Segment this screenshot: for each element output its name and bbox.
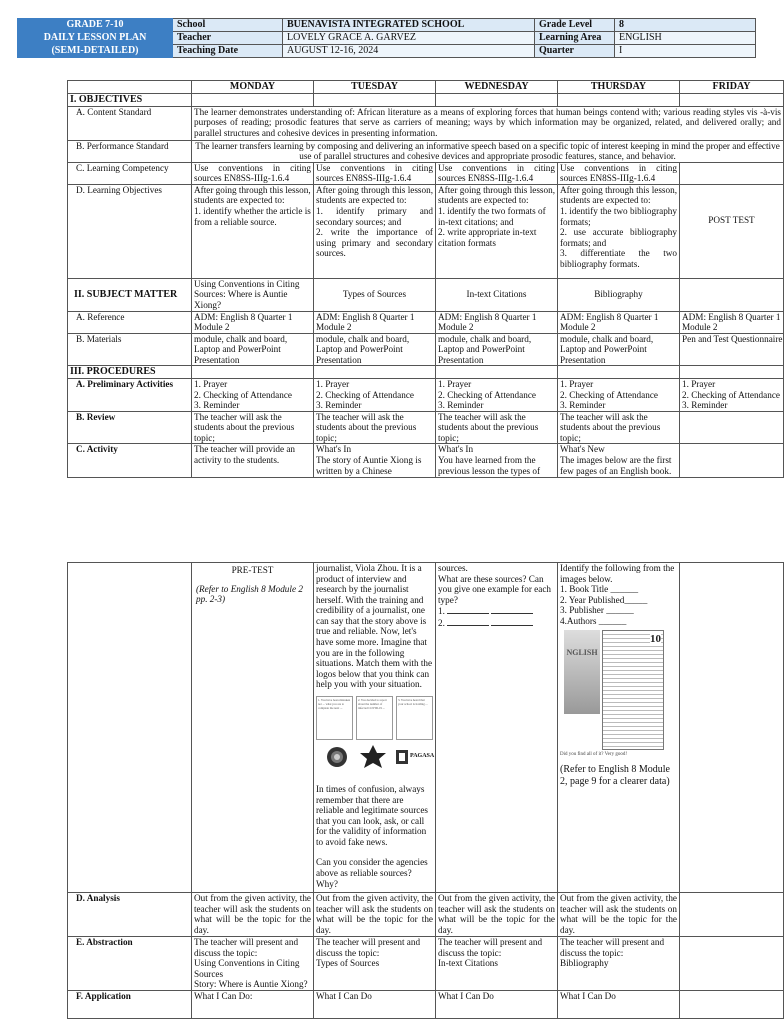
analysis-monday: Out from the given activity, the teacher will ask the students on what will be the topic for the day.: [192, 893, 314, 937]
teacher-label: Teacher: [173, 32, 283, 45]
abstraction-intro: The teacher will present and discuss the topic:: [194, 937, 299, 958]
competency-wednesday: Use conventions in citing sources EN8SS-IIIg-1.6.4: [436, 162, 558, 184]
materials-label: B. Materials: [68, 333, 192, 366]
abstraction-wednesday: [436, 937, 558, 991]
materials-thursday: module, chalk and board, Laptop and PowerPoint Presentation: [558, 333, 680, 366]
learning-objectives-label: D. Learning Objectives: [68, 184, 192, 278]
grade-label: GRADE 7-10: [18, 19, 173, 32]
days-header-row: [68, 81, 784, 94]
activity-text: journalist, Viola Zhou. It is a product of interview and research by the journalist herself. With the training and credibility of a journalist, one can say that the story above is true and reliable. Now, let's have some more. Imagine that you are in the following situations. Match them with the logos below that you think can help you with your situation.: [316, 563, 433, 690]
abstraction-label: E. Abstraction: [68, 937, 192, 991]
abstraction-tuesday: [314, 937, 436, 991]
prelim-thursday: [558, 378, 680, 411]
review-wednesday: The teacher will ask the students about the previous topic;: [436, 411, 558, 444]
day-tuesday: TUESDAY: [314, 81, 436, 94]
preliminary-activities-label: A. Preliminary Activities: [68, 378, 192, 411]
activity-tuesday-cont: [314, 563, 436, 893]
abstraction-intro: The teacher will present and discuss the topic:: [560, 937, 665, 958]
quarter-value: I: [615, 45, 756, 58]
competency-friday: [680, 162, 784, 184]
seal-logo-icon: [324, 744, 350, 770]
situation-box: 1. You have been mistaken not ... what you are to complete the next ...: [316, 696, 353, 740]
book-cover-text: NGLISH: [566, 648, 598, 658]
pre-test-reference: (Refer to English 8 Module 2 pp. 2-3): [196, 583, 303, 605]
analysis-label: D. Analysis: [68, 893, 192, 937]
answer-number: 2.: [438, 617, 445, 628]
abstraction-intro: The teacher will present and discuss the topic:: [316, 937, 421, 958]
materials-tuesday: module, chalk and board, Laptop and PowerPoint Presentation: [314, 333, 436, 366]
content-standard-text: The learner demonstrates understanding of: African literature as a means of exploring forces that human beings contend with; various reading styles vis -à-vis purposes of reading; prosodic features that serve as carriers of meaning; ways by which information may be organized, related, and delivered orally; and parallel structures and cohesive devices in presenting information.: [192, 106, 784, 140]
activity-text: Identify the following from the images below.: [560, 563, 675, 584]
objective-item: 3. differentiate the two bibliography formats.: [560, 248, 677, 269]
activity-label: C. Activity: [68, 444, 192, 478]
situation-box: 2. You decided to report about the number of infected COVID-19 ...: [356, 696, 393, 740]
answer-line: [438, 617, 555, 629]
activity-monday-cont: [192, 563, 314, 893]
activity-text: In times of confusion, always remember that there are reliable and legitimate sources that you can look, ask, or call for the validity of information to avoid fake news.: [316, 783, 428, 847]
review-label: B. Review: [68, 411, 192, 444]
topic-tuesday: Types of Sources: [314, 278, 436, 311]
reminder-item: 3. Reminder: [560, 400, 606, 411]
activity-monday: The teacher will provide an activity to the students.: [192, 444, 314, 478]
objectives-intro: After going through this lesson, students are expected to:: [560, 184, 677, 206]
image-caption: Did you find all of it? Very good!: [560, 752, 627, 758]
reminder-item: 3. Reminder: [438, 400, 484, 411]
prayer-item: 1. Prayer: [438, 378, 472, 389]
reminder-item: 3. Reminder: [682, 400, 728, 411]
objectives-friday: POST TEST: [680, 184, 784, 278]
activity-tuesday: [314, 444, 436, 478]
attendance-item: 2. Checking of Attendance: [560, 389, 658, 400]
prelim-monday: [192, 378, 314, 411]
lesson-plan-continued-table: [67, 562, 784, 1019]
objective-item: 1. identify primary and secondary sources; and: [316, 205, 433, 227]
quarter-label: Quarter: [535, 45, 615, 58]
school-label: School: [173, 19, 283, 32]
review-monday: The teacher will ask the students about the previous topic;: [192, 411, 314, 444]
materials-wednesday: module, chalk and board, Laptop and PowerPoint Presentation: [436, 333, 558, 366]
abstraction-thursday: [558, 937, 680, 991]
abstraction-topic: Types of Sources: [316, 958, 380, 969]
identify-item: 4.Authors ______: [560, 615, 627, 626]
day-thursday: THURSDAY: [558, 81, 680, 94]
prayer-item: 1. Prayer: [316, 378, 350, 389]
learning-area-value: ENGLISH: [615, 32, 756, 45]
objectives-intro: After going through this lesson, students are expected to:: [194, 184, 311, 206]
identify-item: 1. Book Title ______: [560, 584, 639, 595]
activity-question: Can you consider the agencies above as reliable sources? Why?: [316, 857, 428, 889]
objective-item: 2. use accurate bibliography formats; and: [560, 227, 677, 248]
attendance-item: 2. Checking of Attendance: [316, 389, 414, 400]
objectives-monday: [192, 184, 314, 278]
reminder-item: 3. Reminder: [316, 400, 362, 411]
application-label: F. Application: [68, 990, 192, 1018]
prelim-friday: [680, 378, 784, 411]
teaching-date-label: Teaching Date: [173, 45, 283, 58]
book-cover-image: [564, 630, 600, 714]
star-logo-icon: [356, 744, 390, 770]
grade-level-label: Grade Level: [535, 19, 615, 32]
situation-boxes: [316, 696, 433, 740]
teacher-value: LOVELY GRACE A. GARVEZ: [283, 32, 535, 45]
book-reference: (Refer to English 8 Module 2, page 9 for a clearer data): [560, 764, 670, 788]
analysis-thursday: Out from the given activity, the teacher will ask the students on what will be the topic for the day.: [558, 893, 680, 937]
application-wednesday: What I Can Do: [436, 990, 558, 1018]
header-table: [17, 18, 756, 58]
semi-detailed-label: (SEMI-DETAILED): [18, 45, 173, 58]
activity-thursday-cont: [558, 563, 680, 893]
objective-item: 1. identify the two formats of in-text citations; and: [438, 205, 546, 227]
grade-level-value: 8: [615, 19, 756, 32]
activity-thursday: [558, 444, 680, 478]
objective-item: 1. identify the two bibliography formats;: [560, 205, 677, 227]
identify-item: 3. Publisher ______: [560, 605, 634, 616]
book-page-image: [602, 630, 664, 750]
objectives-intro: After going through this lesson, students are expected to:: [438, 184, 555, 206]
prelim-wednesday: [436, 378, 558, 411]
activity-text: sources.: [438, 563, 468, 573]
answer-number: 1.: [438, 606, 445, 617]
objectives-thursday: [558, 184, 680, 278]
review-thursday: The teacher will ask the students about the previous topic;: [558, 411, 680, 444]
activity-text: The images below are the first few pages of an English book.: [560, 454, 672, 476]
procedures-heading: III. PROCEDURES: [68, 366, 192, 379]
objectives-heading: I. OBJECTIVES: [68, 94, 192, 107]
reference-label: A. Reference: [68, 311, 192, 333]
pagasa-logo-icon: [396, 750, 408, 764]
pagasa-logo-text: PAGASA: [410, 753, 435, 760]
book-images: [564, 630, 677, 750]
objectives-tuesday: [314, 184, 436, 278]
abstraction-story: Story: Where is Auntie Xiong?: [194, 979, 308, 990]
abstraction-topic: Bibliography: [560, 958, 609, 969]
materials-friday: Pen and Test Questionnaire: [680, 333, 784, 366]
application-tuesday: What I Can Do: [314, 990, 436, 1018]
learning-competency-label: C. Learning Competency: [68, 162, 192, 184]
activity-text: You have learned from the previous lesson the types of: [438, 454, 541, 476]
prayer-item: 1. Prayer: [560, 378, 594, 389]
analysis-tuesday: Out from the given activity, the teacher will ask the students on what will be the topic for the day.: [314, 893, 436, 937]
abstraction-topic: Using Conventions in Citing Sources: [194, 958, 300, 979]
abstraction-topic: In-text Citations: [438, 958, 498, 969]
learning-area-label: Learning Area: [535, 32, 615, 45]
subject-matter-heading: II. SUBJECT MATTER: [68, 278, 192, 311]
day-wednesday: WEDNESDAY: [436, 81, 558, 94]
competency-monday: Use conventions in citing sources EN8SS-IIIg-1.6.4: [192, 162, 314, 184]
dlp-label: DAILY LESSON PLAN: [18, 32, 173, 45]
identify-item: 2. Year Published_____: [560, 594, 648, 605]
reference-monday: ADM: English 8 Quarter 1 Module 2: [192, 311, 314, 333]
agency-logos: [324, 744, 433, 770]
book-page-number: 10: [650, 633, 661, 646]
activity-question: What are these sources? Can you give one example for each type?: [438, 573, 552, 605]
objective-item: 1. identify whether the article is from a reliable source.: [194, 205, 311, 227]
prayer-item: 1. Prayer: [682, 378, 716, 389]
analysis-wednesday: Out from the given activity, the teacher will ask the students on what will be the topic for the day.: [436, 893, 558, 937]
prelim-tuesday: [314, 378, 436, 411]
attendance-item: 2. Checking of Attendance: [438, 389, 536, 400]
abstraction-monday: [192, 937, 314, 991]
teaching-date-value: AUGUST 12-16, 2024: [283, 45, 535, 58]
activity-wednesday: [436, 444, 558, 478]
topic-monday: Using Conventions in Citing Sources: Where is Auntie Xiong?: [192, 278, 314, 311]
competency-tuesday: Use conventions in citing sources EN8SS-IIIg-1.6.4: [314, 162, 436, 184]
competency-thursday: Use conventions in citing sources EN8SS-IIIg-1.6.4: [558, 162, 680, 184]
lesson-plan-table: [67, 80, 784, 478]
reference-friday: ADM: English 8 Quarter 1 Module 2: [680, 311, 784, 333]
reminder-item: 3. Reminder: [194, 400, 240, 411]
objectives-wednesday: [436, 184, 558, 278]
reference-wednesday: ADM: English 8 Quarter 1 Module 2: [436, 311, 558, 333]
application-thursday: What I Can Do: [558, 990, 680, 1018]
abstraction-intro: The teacher will present and discuss the topic:: [438, 937, 543, 958]
attendance-item: 2. Checking of Attendance: [194, 389, 292, 400]
pagasa-logo: [396, 750, 434, 764]
application-monday: What I Can Do:: [192, 990, 314, 1018]
situation-box: 3. You have heard that your school is holding ...: [396, 696, 433, 740]
whats-in-heading: What's In: [438, 444, 474, 455]
topic-friday: [680, 278, 784, 311]
whats-new-heading: What's New: [560, 444, 605, 455]
activity-text: The story of Auntie Xiong is written by a Chinese: [316, 454, 422, 476]
reference-tuesday: ADM: English 8 Quarter 1 Module 2: [314, 311, 436, 333]
objective-item: 2. write appropriate in-text citation formats: [438, 227, 537, 248]
topic-thursday: Bibliography: [558, 278, 680, 311]
attendance-item: 2. Checking of Attendance: [682, 389, 780, 400]
performance-standard-text: The learner transfers learning by composing and delivering an informative speech based on a specific topic of interest keeping in mind the proper and effective use of parallel structures and cohesive devices and appropriate prosodic features, stance, and behavior.: [192, 140, 784, 162]
materials-monday: module, chalk and board, Laptop and PowerPoint Presentation: [192, 333, 314, 366]
objective-item: 2. write the importance of using primary and secondary sources.: [316, 227, 433, 259]
day-monday: MONDAY: [192, 81, 314, 94]
topic-wednesday: In-text Citations: [436, 278, 558, 311]
prayer-item: 1. Prayer: [194, 378, 228, 389]
review-tuesday: The teacher will ask the students about the previous topic;: [314, 411, 436, 444]
content-standard-label: A. Content Standard: [68, 106, 192, 140]
objectives-intro: After going through this lesson, students are expected to:: [316, 184, 433, 206]
reference-thursday: ADM: English 8 Quarter 1 Module 2: [558, 311, 680, 333]
performance-standard-label: B. Performance Standard: [68, 140, 192, 162]
answer-line: [438, 605, 555, 617]
pre-test-title: PRE-TEST: [231, 565, 274, 575]
activity-wednesday-cont: [436, 563, 558, 893]
school-value: BUENAVISTA INTEGRATED SCHOOL: [283, 19, 535, 32]
whats-in-heading: What's In: [316, 444, 352, 455]
day-friday: FRIDAY: [680, 81, 784, 94]
